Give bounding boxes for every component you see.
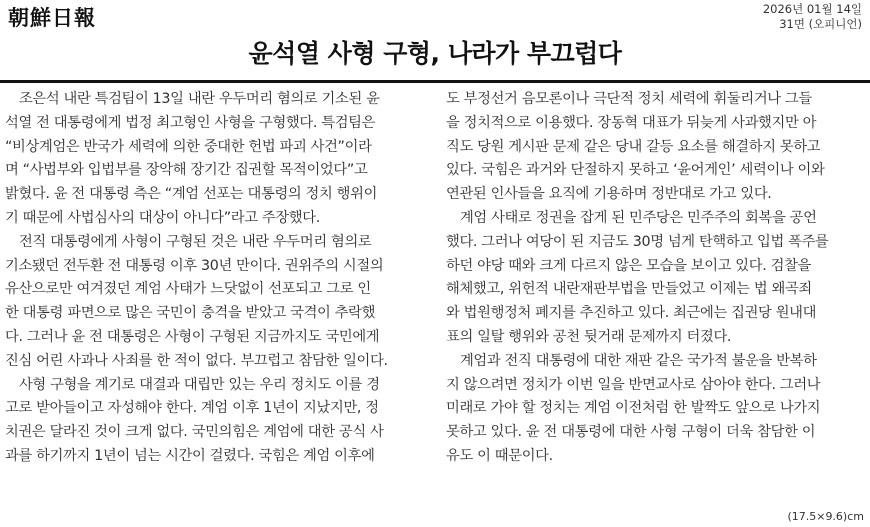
clipping-size-note: (17.5×9.6)cm: [787, 510, 864, 523]
publication-meta: [763, 2, 862, 32]
text-line: 밝혔다. 윤 전 대통령 측은 “계엄 선포는 대통령의 정치 행위이: [5, 186, 378, 203]
text-line: 진심 어린 사과나 사죄를 한 적이 없다. 부끄럽고 참담한 일이다.: [5, 352, 388, 369]
article-column-left: [5, 88, 431, 469]
text-line: 기 때문에 사법심사의 대상이 아니다”라고 주장했다.: [5, 209, 320, 226]
text-line: 못하고 있다. 윤 전 대통령에 대한 사형 구형이 더욱 참담한 이: [446, 424, 816, 441]
text-line: 있다. 국힘은 과거와 단절하지 못하고 ‘윤어게인’ 세력이나 이와: [446, 162, 825, 179]
text-line: 유산으로만 여겨졌던 계엄 사태가 느닷없이 선포되고 그로 인: [5, 281, 371, 298]
text-line: 사형 구형을 계기로 대결과 대립만 있는 우리 정치도 이를 경: [5, 376, 380, 393]
text-line: 유도 이 때문이다.: [446, 447, 553, 464]
headline-divider: [0, 80, 870, 83]
text-line: 치권은 달라진 것이 크게 없다. 국민의힘은 계엄에 대한 공식 사: [5, 424, 384, 441]
text-line: 전직 대통령에게 사형이 구형된 것은 내란 우두머리 혐의로: [5, 233, 372, 250]
text-line: 표의 일탈 행위와 공천 뒷거래 문제까지 터졌다.: [446, 328, 732, 345]
text-line: 조은석 내란 특검팀이 13일 내란 우두머리 혐의로 기소된 윤: [5, 91, 380, 107]
article-column-right: [446, 88, 870, 469]
text-line: 다. 그러나 윤 전 대통령은 사형이 구형된 지금까지도 국민에게: [5, 328, 380, 345]
text-line: 한 대통령 파면으로 많은 국민이 충격을 받았고 국격이 추락했: [5, 305, 376, 322]
publication-date: 2026년 01월 14일: [762, 2, 862, 16]
text-line: 직도 당원 게시판 문제 같은 당내 갈등 요소를 해결하지 못하고: [446, 138, 821, 155]
text-line: 도 부정선거 음모론이나 극단적 정치 세력에 휘둘리거나 그들: [446, 91, 812, 107]
newspaper-masthead: 朝鮮日報: [8, 5, 96, 30]
text-line: 미래로 가야 할 정치는 계엄 이전처럼 한 발짝도 앞으로 나가지: [446, 400, 821, 417]
text-line: 며 “사법부와 입법부를 장악해 장기간 집권할 목적이었다”고: [5, 162, 368, 179]
text-line: 계엄 사태로 정권을 잡게 된 민주당은 민주주의 회복을 공언: [446, 209, 817, 226]
text-line: “비상계엄은 반국가 세력에 의한 중대한 헌법 파괴 사건”이라: [5, 138, 372, 155]
article-headline: 윤석열 사형 구형, 나라가 부끄럽다: [248, 39, 622, 68]
text-line: 지 않으려면 정치가 이번 일을 반면교사로 삼아야 한다. 그러나: [446, 376, 821, 393]
text-line: 해체했고, 위헌적 내란재판부법을 만들었고 이제는 법 왜곡죄: [446, 281, 812, 298]
text-line: 기소됐던 전두환 전 대통령 이후 30년 만이다. 권위주의 시절의: [5, 257, 384, 274]
text-line: 석열 전 대통령에게 법정 최고형인 사형을 구형했다. 특검팀은: [5, 114, 376, 131]
text-line: 고로 받아들이고 자성해야 한다. 계엄 이후 1년이 지났지만, 정: [5, 400, 379, 417]
text-line: 과를 하기까지 1년이 넘는 시간이 걸렸다. 국힘은 계엄 이후에: [5, 447, 375, 464]
text-line: 하던 야당 때와 크게 다르지 않은 모습을 보이고 있다. 검찰을: [446, 257, 812, 274]
text-line: 연관된 인사들을 요직에 기용하며 정반대로 가고 있다.: [446, 186, 772, 203]
text-line: 했다. 그러나 여당이 된 지금도 30명 넘게 탄핵하고 입법 폭주를: [446, 233, 829, 250]
page-section: 31면 (오피니언): [779, 17, 862, 31]
text-line: 을 정치적으로 이용했다. 장동혁 대표가 뒤늦게 사과했지만 아: [446, 114, 817, 131]
text-line: 계엄과 전직 대통령에 대한 재판 같은 국가적 불운을 반복하: [446, 352, 817, 369]
text-line: 와 법원행정처 폐지를 추진하고 있다. 최근에는 집권당 원내대: [446, 305, 817, 322]
